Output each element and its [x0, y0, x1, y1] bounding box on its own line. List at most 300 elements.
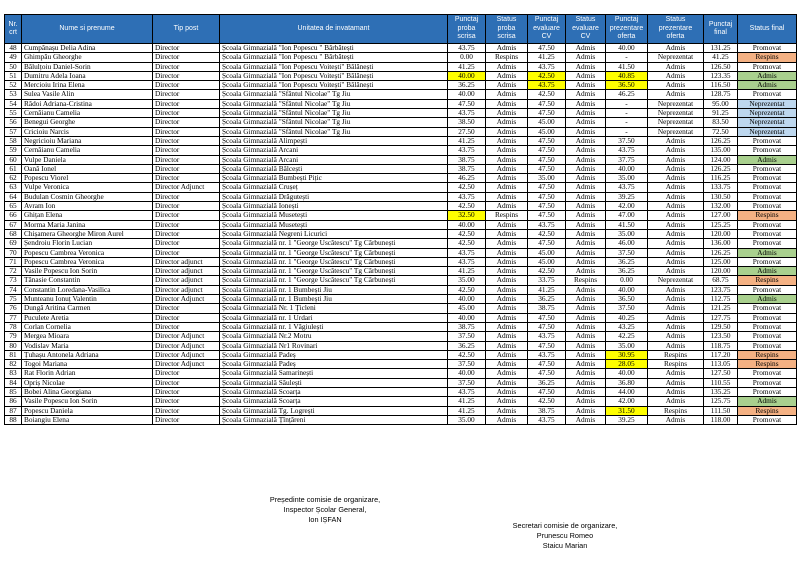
cell-nr-crt: 58 [5, 136, 22, 145]
cell-nr-crt: 86 [5, 397, 22, 406]
cell-status-evaluare-cv: Admis [566, 71, 606, 80]
cell-nume: Țuhașu Antonela Adriana [22, 350, 153, 359]
cell-status-final: Promovat [738, 174, 797, 183]
cell-status-proba-scrisa: Admis [486, 136, 528, 145]
cell-status-proba-scrisa: Respins [486, 53, 528, 62]
cell-unitatea: Școala Gimnazială nr. 1 "George Uscătescu" Tg Cărbunești [220, 267, 448, 276]
table-row [5, 360, 797, 369]
cell-nume: Cumpănașu Delia Adina [22, 44, 153, 53]
table-row [5, 378, 797, 387]
cell-status-proba-scrisa: Admis [486, 81, 528, 90]
cell-punctaj-prezentare-oferta: 40.85 [606, 71, 648, 80]
cell-status-evaluare-cv: Admis [566, 164, 606, 173]
table-row [5, 183, 797, 192]
cell-nume: Puculete Aretia [22, 313, 153, 322]
cell-nr-crt: 55 [5, 109, 22, 118]
cell-status-final: Admis [738, 81, 797, 90]
cell-nr-crt: 80 [5, 341, 22, 350]
cell-status-evaluare-cv: Admis [566, 304, 606, 313]
cell-status-proba-scrisa: Admis [486, 248, 528, 257]
cell-tip-post: Director [153, 71, 220, 80]
cell-punctaj-proba-scrisa: 42.50 [448, 229, 486, 238]
header-punctaj-proba-scrisa: Punctaj proba scrisa [448, 15, 486, 44]
cell-punctaj-evaluare-cv: 47.50 [528, 313, 566, 322]
cell-punctaj-evaluare-cv: 42.50 [528, 267, 566, 276]
cell-status-evaluare-cv: Admis [566, 397, 606, 406]
cell-status-proba-scrisa: Respins [486, 211, 528, 220]
cell-punctaj-final: 68.75 [704, 276, 738, 285]
cell-punctaj-final: 123.75 [704, 285, 738, 294]
cell-status-proba-scrisa: Admis [486, 146, 528, 155]
cell-punctaj-proba-scrisa: 40.00 [448, 71, 486, 80]
cell-status-final: Promovat [738, 239, 797, 248]
cell-status-final: Respins [738, 350, 797, 359]
table-row [5, 53, 797, 62]
cell-status-final: Admis [738, 267, 797, 276]
cell-status-prezentare-oferta: Admis [648, 267, 704, 276]
cell-tip-post: Director [153, 44, 220, 53]
cell-status-evaluare-cv: Admis [566, 369, 606, 378]
cell-punctaj-final: 135.25 [704, 387, 738, 396]
cell-punctaj-prezentare-oferta: - [606, 109, 648, 118]
cell-unitatea: Școala Gimnazială "Ion Popescu " Bărbătești [220, 44, 448, 53]
cell-status-final: Promovat [738, 146, 797, 155]
cell-punctaj-final: 132.00 [704, 202, 738, 211]
cell-punctaj-evaluare-cv: 47.50 [528, 360, 566, 369]
cell-nume: Togoi Mariana [22, 360, 153, 369]
cell-punctaj-proba-scrisa: 40.00 [448, 220, 486, 229]
cell-tip-post: Director [153, 174, 220, 183]
cell-nume: Șendroiu Florin Lucian [22, 239, 153, 248]
cell-punctaj-evaluare-cv: 35.00 [528, 174, 566, 183]
cell-status-prezentare-oferta: Admis [648, 146, 704, 155]
cell-tip-post: Director [153, 109, 220, 118]
cell-nr-crt: 71 [5, 257, 22, 266]
cell-nume: Corlan Cornelia [22, 322, 153, 331]
cell-punctaj-prezentare-oferta: 28.05 [606, 360, 648, 369]
cell-punctaj-prezentare-oferta: 43.25 [606, 322, 648, 331]
cell-status-evaluare-cv: Admis [566, 257, 606, 266]
cell-tip-post: Director [153, 202, 220, 211]
cell-nr-crt: 65 [5, 202, 22, 211]
cell-punctaj-proba-scrisa: 42.50 [448, 183, 486, 192]
cell-punctaj-final: 116.50 [704, 81, 738, 90]
cell-punctaj-proba-scrisa: 37.50 [448, 378, 486, 387]
cell-punctaj-prezentare-oferta: 35.00 [606, 229, 648, 238]
cell-status-proba-scrisa: Admis [486, 378, 528, 387]
cell-punctaj-proba-scrisa: 43.75 [448, 146, 486, 155]
cell-status-evaluare-cv: Admis [566, 229, 606, 238]
cell-status-proba-scrisa: Admis [486, 229, 528, 238]
signature-secretary-2: Staicu Marian [542, 541, 588, 550]
cell-tip-post: Director adjunct [153, 285, 220, 294]
cell-punctaj-prezentare-oferta: 36.80 [606, 378, 648, 387]
table-row [5, 202, 797, 211]
cell-punctaj-final: 128.75 [704, 90, 738, 99]
cell-nr-crt: 64 [5, 192, 22, 201]
cell-status-prezentare-oferta: Admis [648, 341, 704, 350]
cell-status-final: Respins [738, 53, 797, 62]
table-row [5, 229, 797, 238]
cell-status-evaluare-cv: Admis [566, 202, 606, 211]
table-body [5, 44, 797, 425]
cell-status-prezentare-oferta: Admis [648, 332, 704, 341]
cell-status-proba-scrisa: Admis [486, 239, 528, 248]
cell-status-evaluare-cv: Admis [566, 285, 606, 294]
cell-nr-crt: 57 [5, 127, 22, 136]
cell-status-final: Promovat [738, 313, 797, 322]
cell-status-proba-scrisa: Admis [486, 202, 528, 211]
cell-status-prezentare-oferta: Admis [648, 295, 704, 304]
cell-nume: Rat Florin Adrian [22, 369, 153, 378]
cell-status-evaluare-cv: Admis [566, 350, 606, 359]
cell-punctaj-final: 41.25 [704, 53, 738, 62]
cell-status-final: Promovat [738, 285, 797, 294]
cell-tip-post: Director [153, 90, 220, 99]
header-tip-post: Tip post [153, 15, 220, 44]
cell-status-prezentare-oferta: Neprezentat [648, 118, 704, 127]
cell-punctaj-proba-scrisa: 45.00 [448, 304, 486, 313]
cell-unitatea: Școala Gimnazială "Sfântul Nicolae" Tg Jiu [220, 127, 448, 136]
cell-punctaj-final: 126.25 [704, 136, 738, 145]
cell-punctaj-final: 95.00 [704, 99, 738, 108]
signature-president-name: Ion IȘFAN [308, 515, 342, 524]
cell-nume: Cernăianu Camelia [22, 109, 153, 118]
table-row [5, 118, 797, 127]
cell-status-proba-scrisa: Admis [486, 192, 528, 201]
cell-status-evaluare-cv: Admis [566, 192, 606, 201]
cell-punctaj-evaluare-cv: 42.50 [528, 90, 566, 99]
cell-tip-post: Director [153, 81, 220, 90]
cell-status-evaluare-cv: Admis [566, 127, 606, 136]
cell-tip-post: Director [153, 53, 220, 62]
cell-tip-post: Director [153, 415, 220, 424]
cell-tip-post: Director [153, 313, 220, 322]
cell-status-evaluare-cv: Admis [566, 211, 606, 220]
cell-status-evaluare-cv: Admis [566, 183, 606, 192]
cell-status-proba-scrisa: Admis [486, 276, 528, 285]
cell-nr-crt: 56 [5, 118, 22, 127]
cell-status-final: Neprezentat [738, 118, 797, 127]
cell-punctaj-evaluare-cv: 43.75 [528, 350, 566, 359]
cell-tip-post: Director Adjunct [153, 295, 220, 304]
cell-punctaj-final: 123.50 [704, 332, 738, 341]
cell-nr-crt: 72 [5, 267, 22, 276]
cell-nume: Budulan Cosmin Gheorghe [22, 192, 153, 201]
cell-nume: Cernăianu Camelia [22, 146, 153, 155]
cell-punctaj-proba-scrisa: 35.00 [448, 415, 486, 424]
cell-punctaj-proba-scrisa: 38.75 [448, 155, 486, 164]
cell-punctaj-final: 91.25 [704, 109, 738, 118]
cell-punctaj-evaluare-cv: 47.50 [528, 387, 566, 396]
cell-punctaj-evaluare-cv: 47.50 [528, 155, 566, 164]
cell-status-proba-scrisa: Admis [486, 360, 528, 369]
cell-punctaj-proba-scrisa: 40.00 [448, 369, 486, 378]
cell-nr-crt: 51 [5, 71, 22, 80]
cell-status-proba-scrisa: Admis [486, 164, 528, 173]
cell-punctaj-final: 118.75 [704, 341, 738, 350]
cell-punctaj-evaluare-cv: 45.00 [528, 127, 566, 136]
cell-punctaj-prezentare-oferta: 40.00 [606, 285, 648, 294]
cell-punctaj-proba-scrisa: 0.00 [448, 53, 486, 62]
table-row [5, 62, 797, 71]
header-punctaj-final: Punctaj final [704, 15, 738, 44]
cell-status-proba-scrisa: Admis [486, 415, 528, 424]
signature-secretary-1: Prunescu Romeo [536, 531, 594, 540]
cell-punctaj-final: 118.00 [704, 415, 738, 424]
cell-nume: Ghițan Elena [22, 211, 153, 220]
cell-punctaj-evaluare-cv: 47.50 [528, 211, 566, 220]
cell-punctaj-prezentare-oferta: 40.00 [606, 369, 648, 378]
table-row [5, 192, 797, 201]
cell-nr-crt: 48 [5, 44, 22, 53]
cell-nr-crt: 83 [5, 369, 22, 378]
cell-punctaj-prezentare-oferta: 35.00 [606, 174, 648, 183]
cell-punctaj-prezentare-oferta: 37.50 [606, 304, 648, 313]
cell-nume: Vulpe Daniela [22, 155, 153, 164]
cell-tip-post: Director [153, 304, 220, 313]
cell-nr-crt: 88 [5, 415, 22, 424]
cell-punctaj-proba-scrisa: 41.25 [448, 397, 486, 406]
cell-nume: Mergea Mioara [22, 332, 153, 341]
cell-status-prezentare-oferta: Admis [648, 174, 704, 183]
cell-nr-crt: 49 [5, 53, 22, 62]
cell-punctaj-proba-scrisa: 43.75 [448, 248, 486, 257]
signature-president [225, 495, 425, 525]
cell-punctaj-final: 125.75 [704, 397, 738, 406]
table-row [5, 369, 797, 378]
cell-status-evaluare-cv: Admis [566, 267, 606, 276]
cell-status-prezentare-oferta: Admis [648, 369, 704, 378]
cell-tip-post: Director [153, 387, 220, 396]
cell-punctaj-proba-scrisa: 43.75 [448, 387, 486, 396]
signature-president-role: Inspector Școlar General, [283, 505, 367, 514]
cell-status-proba-scrisa: Admis [486, 332, 528, 341]
cell-status-evaluare-cv: Admis [566, 322, 606, 331]
cell-nr-crt: 52 [5, 81, 22, 90]
cell-status-final: Respins [738, 211, 797, 220]
cell-status-prezentare-oferta: Admis [648, 183, 704, 192]
cell-punctaj-proba-scrisa: 41.25 [448, 136, 486, 145]
table-row [5, 174, 797, 183]
cell-unitatea: Școala Gimnazială Crușeț [220, 183, 448, 192]
cell-status-evaluare-cv: Admis [566, 118, 606, 127]
cell-status-evaluare-cv: Admis [566, 406, 606, 415]
cell-status-proba-scrisa: Admis [486, 62, 528, 71]
cell-status-final: Promovat [738, 183, 797, 192]
cell-punctaj-proba-scrisa: 41.25 [448, 62, 486, 71]
cell-status-evaluare-cv: Admis [566, 239, 606, 248]
cell-punctaj-final: 111.50 [704, 406, 738, 415]
cell-status-evaluare-cv: Admis [566, 136, 606, 145]
cell-punctaj-proba-scrisa: 38.75 [448, 322, 486, 331]
cell-punctaj-proba-scrisa: 41.25 [448, 406, 486, 415]
cell-punctaj-final: 83.50 [704, 118, 738, 127]
cell-nr-crt: 63 [5, 183, 22, 192]
cell-tip-post: Director adjunct [153, 257, 220, 266]
cell-status-prezentare-oferta: Admis [648, 202, 704, 211]
table-row [5, 387, 797, 396]
cell-status-prezentare-oferta: Respins [648, 360, 704, 369]
cell-unitatea: Școala Gimnazială "Ion Popescu Voitești" Bălănești [220, 71, 448, 80]
cell-status-evaluare-cv: Admis [566, 62, 606, 71]
cell-punctaj-prezentare-oferta: 47.00 [606, 211, 648, 220]
cell-punctaj-proba-scrisa: 32.50 [448, 211, 486, 220]
cell-nume: Bălulțoiu Daniel-Sorin [22, 62, 153, 71]
cell-punctaj-final: 121.25 [704, 304, 738, 313]
cell-nr-crt: 59 [5, 146, 22, 155]
cell-nume: Oană Ionel [22, 164, 153, 173]
cell-punctaj-final: 124.00 [704, 155, 738, 164]
cell-nume: Morma Maria Janina [22, 220, 153, 229]
cell-punctaj-proba-scrisa: 46.25 [448, 174, 486, 183]
cell-unitatea: Școala Gimnazială Negreni Licurici [220, 229, 448, 238]
cell-tip-post: Director [153, 62, 220, 71]
cell-status-prezentare-oferta: Admis [648, 62, 704, 71]
cell-nume: Rădoi Adriana-Cristina [22, 99, 153, 108]
cell-punctaj-prezentare-oferta: - [606, 127, 648, 136]
cell-status-evaluare-cv: Admis [566, 387, 606, 396]
cell-status-proba-scrisa: Admis [486, 257, 528, 266]
cell-status-evaluare-cv: Admis [566, 360, 606, 369]
cell-nume: Popescu Viorel [22, 174, 153, 183]
header-nume: Nume si prenume [22, 15, 153, 44]
cell-tip-post: Director [153, 136, 220, 145]
cell-status-proba-scrisa: Admis [486, 341, 528, 350]
cell-nume: Vulpe Veronica [22, 183, 153, 192]
cell-status-final: Promovat [738, 322, 797, 331]
cell-status-final: Admis [738, 155, 797, 164]
cell-status-prezentare-oferta: Admis [648, 229, 704, 238]
table-row [5, 276, 797, 285]
cell-punctaj-final: 120.00 [704, 229, 738, 238]
cell-nr-crt: 82 [5, 360, 22, 369]
cell-unitatea: Școala Gimnazială Săulești [220, 378, 448, 387]
cell-status-prezentare-oferta: Neprezentat [648, 127, 704, 136]
cell-status-final: Promovat [738, 304, 797, 313]
cell-punctaj-proba-scrisa: 40.00 [448, 90, 486, 99]
cell-punctaj-proba-scrisa: 37.50 [448, 332, 486, 341]
cell-status-proba-scrisa: Admis [486, 322, 528, 331]
cell-punctaj-evaluare-cv: 45.00 [528, 257, 566, 266]
cell-nume: Sulea Vasile Alin [22, 90, 153, 99]
cell-punctaj-prezentare-oferta: 42.25 [606, 332, 648, 341]
cell-unitatea: Școala Gimnazială Tg. Logrești [220, 406, 448, 415]
cell-nr-crt: 67 [5, 220, 22, 229]
cell-punctaj-proba-scrisa: 40.00 [448, 295, 486, 304]
cell-punctaj-final: 110.55 [704, 378, 738, 387]
cell-punctaj-proba-scrisa: 42.50 [448, 285, 486, 294]
cell-unitatea: Școala Gimnazială Ionești [220, 202, 448, 211]
cell-status-evaluare-cv: Admis [566, 378, 606, 387]
cell-punctaj-final: 112.75 [704, 295, 738, 304]
cell-tip-post: Director [153, 99, 220, 108]
cell-unitatea: Școala Gimnazială Drăgutești [220, 192, 448, 201]
cell-status-proba-scrisa: Admis [486, 313, 528, 322]
cell-nume: Cricioiu Narcis [22, 127, 153, 136]
signature-secretaries [465, 521, 665, 551]
cell-status-prezentare-oferta: Admis [648, 164, 704, 173]
cell-tip-post: Director [153, 118, 220, 127]
header-status-proba-scrisa: Status proba scrisa [486, 15, 528, 44]
cell-nume: Popescu Cambrea Veronica [22, 257, 153, 266]
table-row [5, 239, 797, 248]
cell-status-proba-scrisa: Admis [486, 267, 528, 276]
cell-status-proba-scrisa: Admis [486, 285, 528, 294]
cell-unitatea: Școala Gimnazială Țînțăreni [220, 415, 448, 424]
table-row [5, 397, 797, 406]
cell-unitatea: Școala Gimnazială Padeș [220, 350, 448, 359]
cell-tip-post: Director Adjunct [153, 350, 220, 359]
header-status-final: Status final [738, 15, 797, 44]
table-row [5, 341, 797, 350]
cell-nume: Munteanu Ionuț Valentin [22, 295, 153, 304]
cell-status-proba-scrisa: Admis [486, 174, 528, 183]
cell-status-final: Promovat [738, 369, 797, 378]
table-row [5, 164, 797, 173]
table-row [5, 415, 797, 424]
table-header [5, 15, 797, 44]
cell-status-evaluare-cv: Admis [566, 332, 606, 341]
cell-tip-post: Director [153, 127, 220, 136]
cell-tip-post: Director adjunct [153, 276, 220, 285]
cell-nr-crt: 68 [5, 229, 22, 238]
cell-nr-crt: 73 [5, 276, 22, 285]
cell-punctaj-final: 116.25 [704, 174, 738, 183]
cell-punctaj-proba-scrisa: 42.50 [448, 202, 486, 211]
cell-punctaj-prezentare-oferta: 0.00 [606, 276, 648, 285]
header-unitatea: Unitatea de invatamant [220, 15, 448, 44]
cell-punctaj-prezentare-oferta: 36.50 [606, 81, 648, 90]
cell-status-evaluare-cv: Admis [566, 44, 606, 53]
cell-unitatea: Școala Gimnazială nr. 1 "George Uscătescu" Tg Cărbunești [220, 248, 448, 257]
cell-status-final: Promovat [738, 164, 797, 173]
cell-nr-crt: 62 [5, 174, 22, 183]
cell-punctaj-prezentare-oferta: 46.00 [606, 239, 648, 248]
cell-status-final: Promovat [738, 341, 797, 350]
cell-status-final: Respins [738, 360, 797, 369]
cell-tip-post: Director Adjunct [153, 360, 220, 369]
cell-status-prezentare-oferta: Admis [648, 71, 704, 80]
cell-punctaj-prezentare-oferta: 36.25 [606, 257, 648, 266]
cell-punctaj-prezentare-oferta: 43.75 [606, 183, 648, 192]
cell-punctaj-evaluare-cv: 47.50 [528, 202, 566, 211]
cell-status-final: Respins [738, 276, 797, 285]
header-punctaj-evaluare-cv: Punctaj evaluare CV [528, 15, 566, 44]
table-row [5, 211, 797, 220]
cell-punctaj-prezentare-oferta: 36.50 [606, 295, 648, 304]
cell-punctaj-proba-scrisa: 41.25 [448, 267, 486, 276]
cell-punctaj-final: 120.00 [704, 267, 738, 276]
cell-punctaj-final: 131.25 [704, 44, 738, 53]
cell-nume: Dumitru Adela Ioana [22, 71, 153, 80]
cell-tip-post: Director [153, 397, 220, 406]
cell-nr-crt: 75 [5, 295, 22, 304]
table-row [5, 295, 797, 304]
cell-status-prezentare-oferta: Respins [648, 406, 704, 415]
cell-status-evaluare-cv: Respins [566, 276, 606, 285]
cell-status-evaluare-cv: Admis [566, 295, 606, 304]
cell-unitatea: Școala Gimnazială Bumbești Pițic [220, 174, 448, 183]
header-status-prezentare-oferta: Status prezentare oferta [648, 15, 704, 44]
cell-punctaj-proba-scrisa: 43.75 [448, 257, 486, 266]
cell-status-final: Promovat [738, 332, 797, 341]
cell-nr-crt: 53 [5, 90, 22, 99]
cell-punctaj-prezentare-oferta: 43.75 [606, 146, 648, 155]
table-row [5, 332, 797, 341]
cell-unitatea: Școala Gimnazială nr. 1 Văgiulești [220, 322, 448, 331]
cell-status-proba-scrisa: Admis [486, 183, 528, 192]
